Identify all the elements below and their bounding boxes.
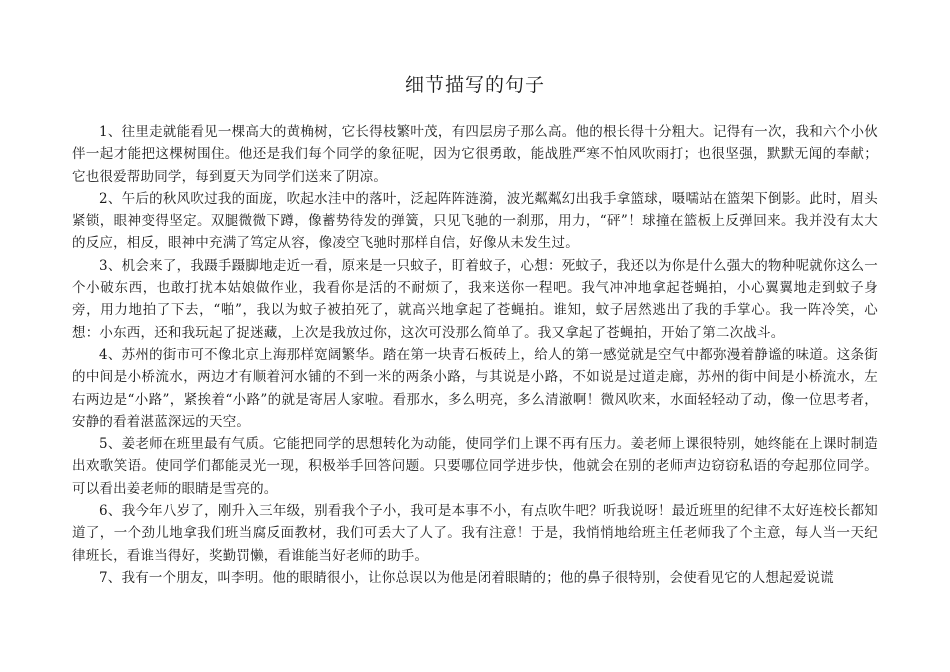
paragraph-6: 6、我今年八岁了，刚升入三年级，别看我个子小，我可是本事不小，有点吹牛吧？听我说呀！最近班里的纪律不太好连校长都知道了，一个劲儿地拿我们班当腐反面教材，我们可丢大了人了。我有注意！于是，我悄悄地给班主任老师我了个主意，每人当一天纪律班长，看谁当得好，奖勤罚懒，看谁能当好老师的助手。 bbox=[72, 503, 878, 564]
paragraph-1: 1、往里走就能看见一棵高大的黄桷树，它长得枝繁叶茂，有四层房子那么高。他的根长得十分粗大。记得有一次，我和六个小伙伴一起才能把这棵树围住。他还是我们每个同学的象征呢，因为它很勇敢，能战胜严寒不怕风吹雨打；也很坚强，默默无闻的奉献；它也很爱帮助同学，每到夏天为同学们送来了阴凉。 bbox=[72, 124, 878, 185]
document-page bbox=[72, 70, 878, 589]
paragraph-7: 7、我有一个朋友，叫李明。他的眼睛很小，让你总误以为他是闭着眼睛的；他的鼻子很特别，会使看见它的人想起爱说谎 bbox=[99, 569, 834, 586]
paragraph-3: 3、机会来了，我蹑手蹑脚地走近一看，原来是一只蚊子，盯着蚊子，心想：死蚊子，我还以为你是什么强大的物种呢就你这么一个小破东西，也敢打扰本姑娘做作业，我看你是活的不耐烦了，我来送你一程吧。我气冲冲地拿起苍蝇拍，小心翼翼地走到蚊子身旁，用力地拍了下去，“啪”，我以为蚊子被拍死了，就高兴地拿起了苍蝇拍。谁知，蚊子居然逃出了我的手掌心。我一阵冷笑，心想：小东西，还和我玩起了捉迷藏，上次是我放过你，这次可没那么简单了。我又拿起了苍蝇拍，开始了第二次战斗。 bbox=[72, 257, 878, 341]
paragraph-5: 5、姜老师在班里最有气质。它能把同学的思想转化为动能，使同学们上课不再有压力。姜老师上课很特别，她终能在上课时制造出欢歌笑语。使同学们都能灵光一现，积极举手回答问题。只要哪位同学进步快，他就会在别的老师声边窃窃私语的夸起那位同学。可以看出姜老师的眼睛是雪亮的。 bbox=[72, 436, 878, 497]
paragraph-4: 4、苏州的街市可不像北京上海那样宽阔繁华。踏在第一块青石板砖上，给人的第一感觉就是空气中都弥漫着静谧的味道。这条街的中间是小桥流水，两边才有顺着河水铺的不到一米的两条小路，与其说是小路，不如说是过道走廊，苏州的街中间是小桥流水，左右两边是“小路”，紧挨着“小路”的就是寄居人家啦。看那水，多么明亮，多么清澈啊！微风吹来，水面轻轻动了动，像一位思考者，安静的看着湛蓝深远的天空。 bbox=[72, 346, 878, 430]
paragraph-2: 2、午后的秋风吹过我的面庞，吹起水洼中的落叶，泛起阵阵涟漪，波光粼粼幻出我手拿篮球，嗫嚅站在篮架下倒影。此时，眉头紧锁，眼神变得坚定。双腿微微下蹲，像蓄势待发的弹簧，只见飞驰的一刹那，用力，“砰”！球撞在篮板上反弹回来。我并没有太大的反应，相反，眼神中充满了笃定从容，像凌空飞驰时那样自信，好像从未发生过。 bbox=[72, 190, 878, 252]
page-title: 细节描写的句子 bbox=[404, 74, 545, 96]
